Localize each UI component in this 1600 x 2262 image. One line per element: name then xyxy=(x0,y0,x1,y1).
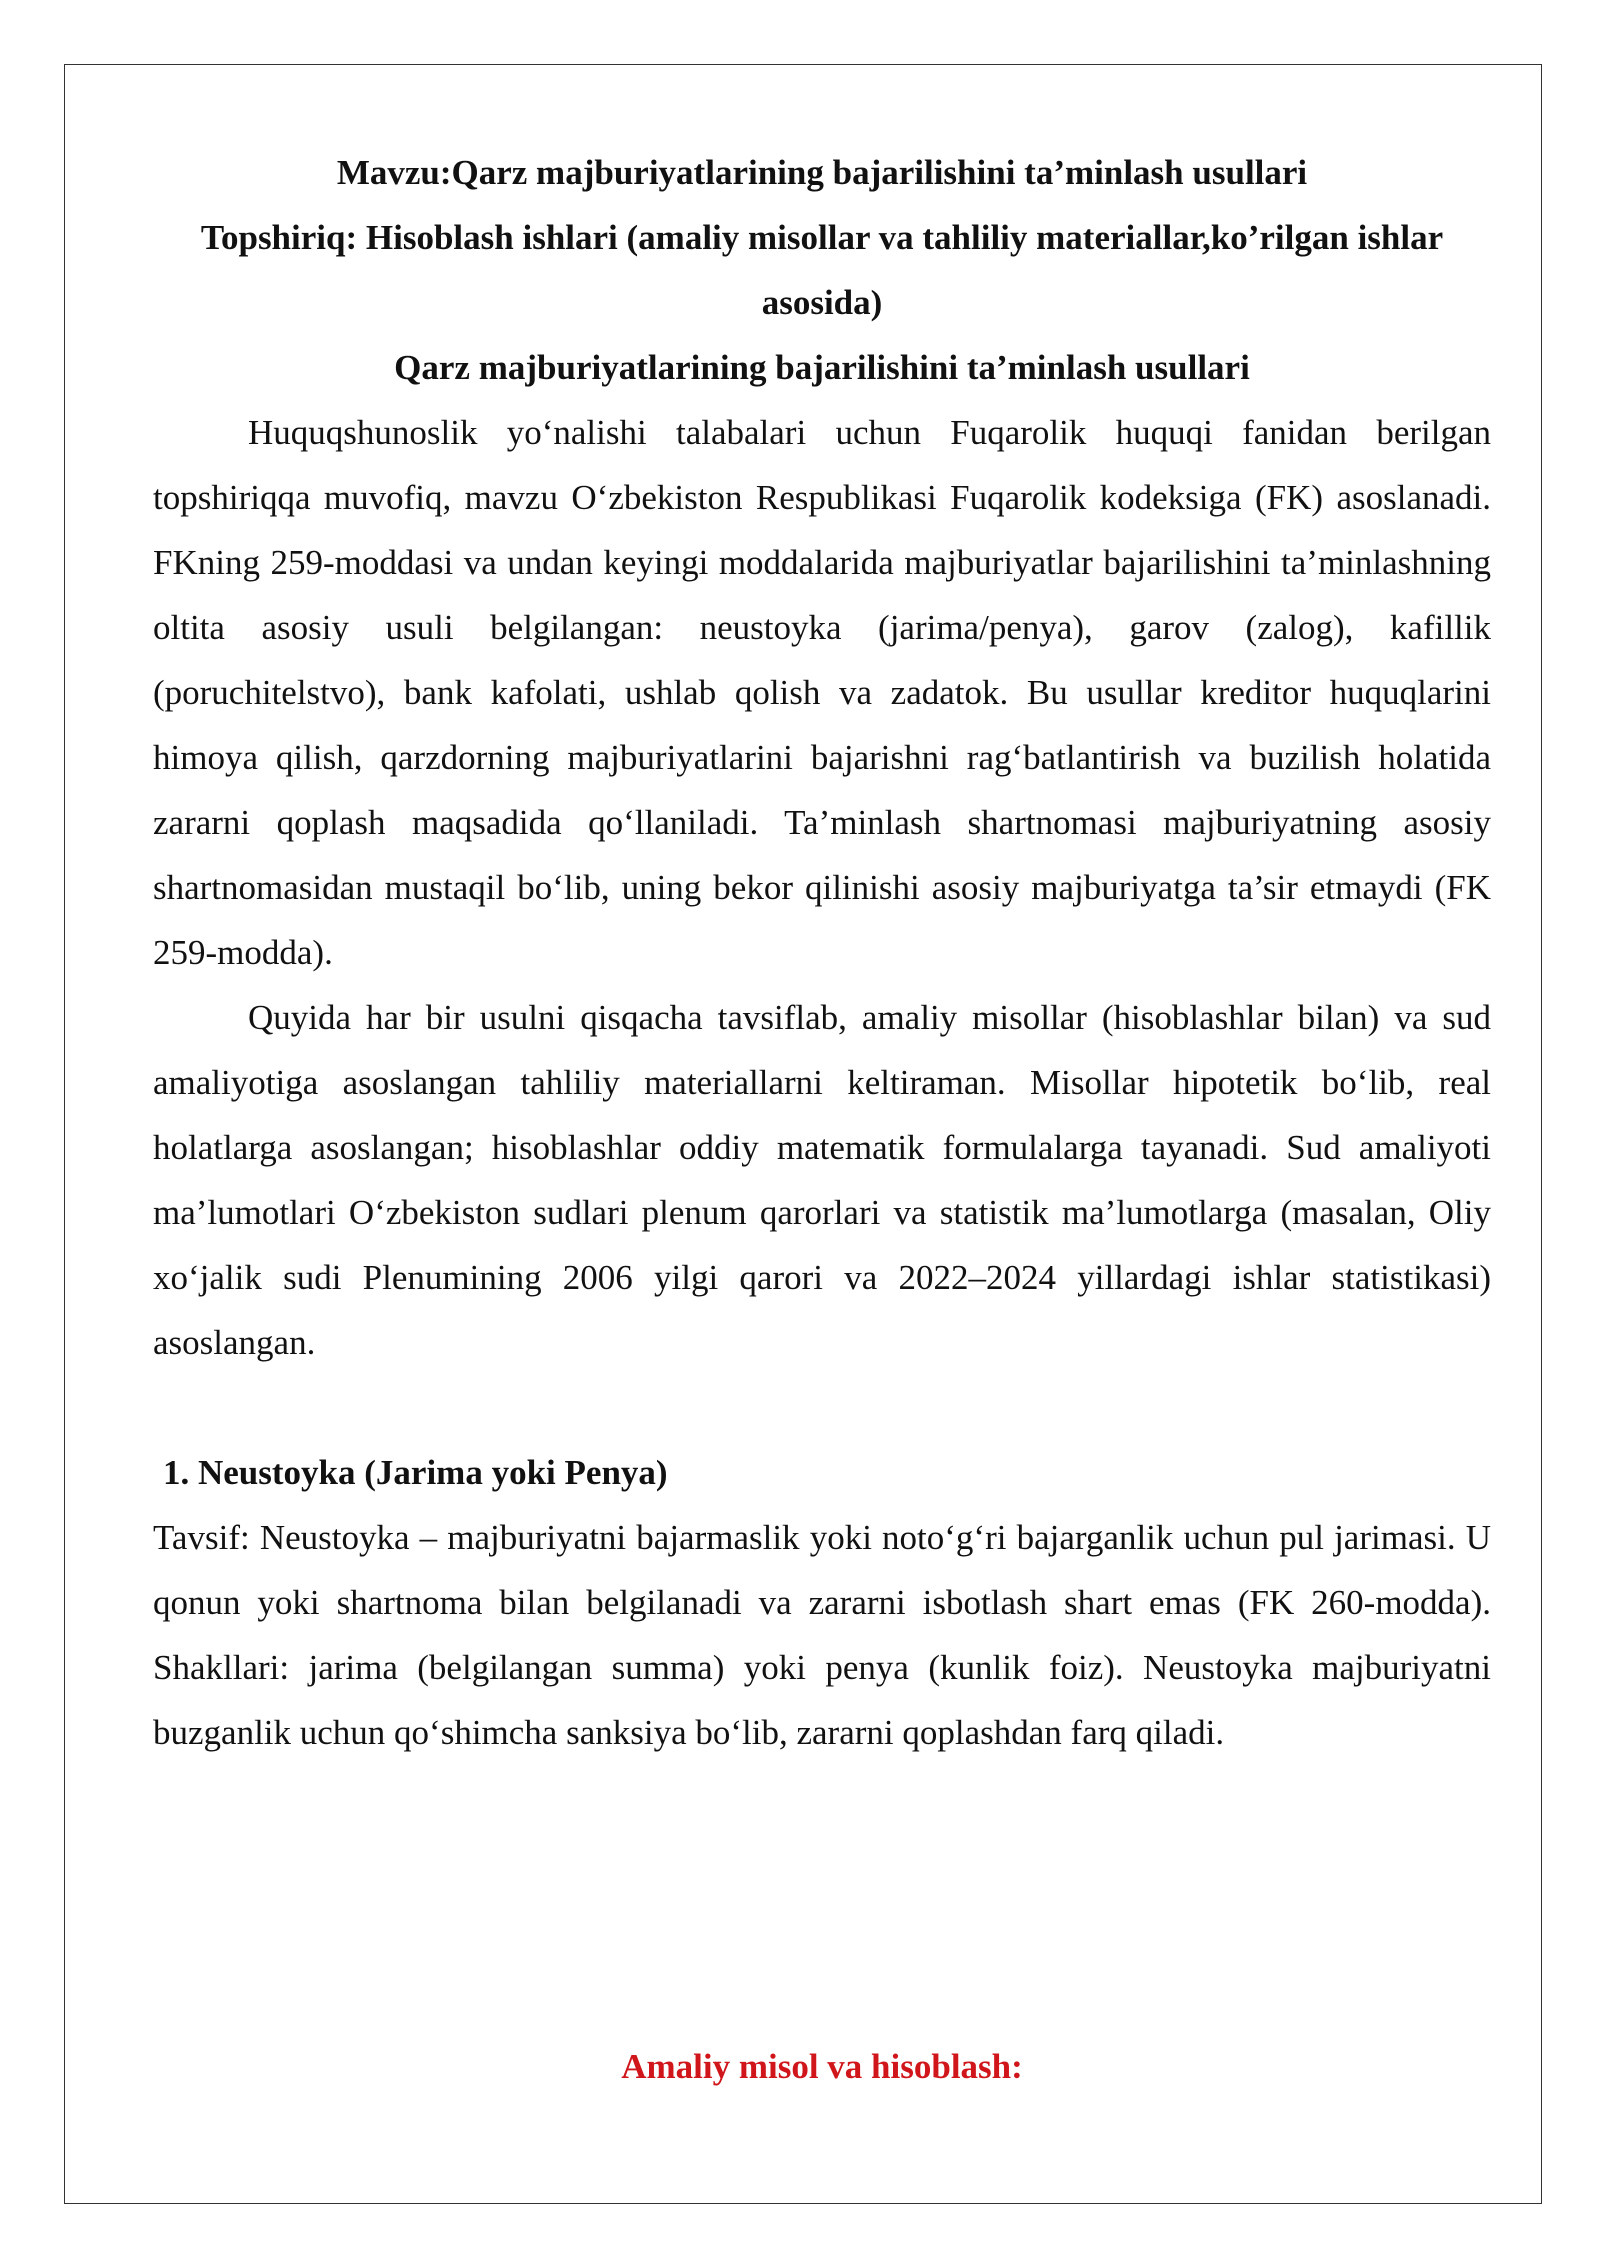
overview-paragraph: Quyida har bir usulni qisqacha tavsiflab, amaliy misollar (hisoblashlar bilan) va sud amaliyotiga asoslangan tahliliy materiallarni keltiraman. Misollar hipotetik bo‘lib, real holatlarga asoslangan; hisoblashlar oddiy matematik formulalarga tayanadi. Sud amaliyoti ma’lumotlari O‘zbekiston sudlari plenum qarorlari va statistik ma’lumotlarga (masalan, Oliy xo‘jalik sudi Plenumining 2006 yilgi qarori va 2022–2024 yillardagi ishlar statistikasi) asoslangan. xyxy=(153,998,1491,1362)
section-heading: 1. Neustoyka (Jarima yoki Penya) xyxy=(163,1453,668,1492)
topic-title: Mavzu:Qarz majburiyatlarining bajarilishini ta’minlash usullari xyxy=(336,153,1308,192)
section-description: Tavsif: Neustoyka – majburiyatni bajarmaslik yoki noto‘g‘ri bajarganlik uchun pul jarimasi. U qonun yoki shartnoma bilan belgilanadi va zararni isbotlash shart emas (FK 260-modda). Shakllari: jarima (belgilangan summa) yoki penya (kunlik foiz). Neustoyka majburiyatni buzganlik uchun qo‘shimcha sanksiya bo‘lib, zararni qoplashdan farq qiladi. xyxy=(153,1518,1491,1752)
blank-line xyxy=(153,1375,1491,1440)
intro-paragraph: Huquqshunoslik yo‘nalishi talabalari uchun Fuqarolik huquqi fanidan berilgan topshiriqqa muvofiq, mavzu O‘zbekiston Respublikasi Fuqarolik kodeksiga (FK) asoslanadi. FKning 259-moddasi va undan keyingi moddalarida majburiyatlar bajarilishini ta’minlashning oltita asosiy usuli belgilangan: neustoyka (jarima/penya), garov (zalog), kafillik (poruchitelstvo), bank kafolati, ushlab qolish va zadatok. Bu usullar kreditor huquqlarini himoya qilish, qarzdorning majburiyatlarini bajarishni rag‘batlantirish va buzilish holatida zararni qoplash maqsadida qo‘llaniladi. Ta’minlash shartnomasi majburiyatning asosiy shartnomasidan mustaqil bo‘lib, uning bekor qilinishi asosiy majburiyatga ta’sir etmaydi (FK 259-modda). xyxy=(153,413,1491,972)
task-title: Topshiriq: Hisoblash ishlari (amaliy misollar va tahliliy materiallar,ko’rilgan ishlar asosida) xyxy=(200,218,1444,322)
example-heading: Amaliy misol va hisoblash: xyxy=(621,2047,1023,2086)
document-body xyxy=(153,140,1491,1765)
main-heading: Qarz majburiyatlarining bajarilishini ta’minlash usullari xyxy=(394,348,1250,387)
